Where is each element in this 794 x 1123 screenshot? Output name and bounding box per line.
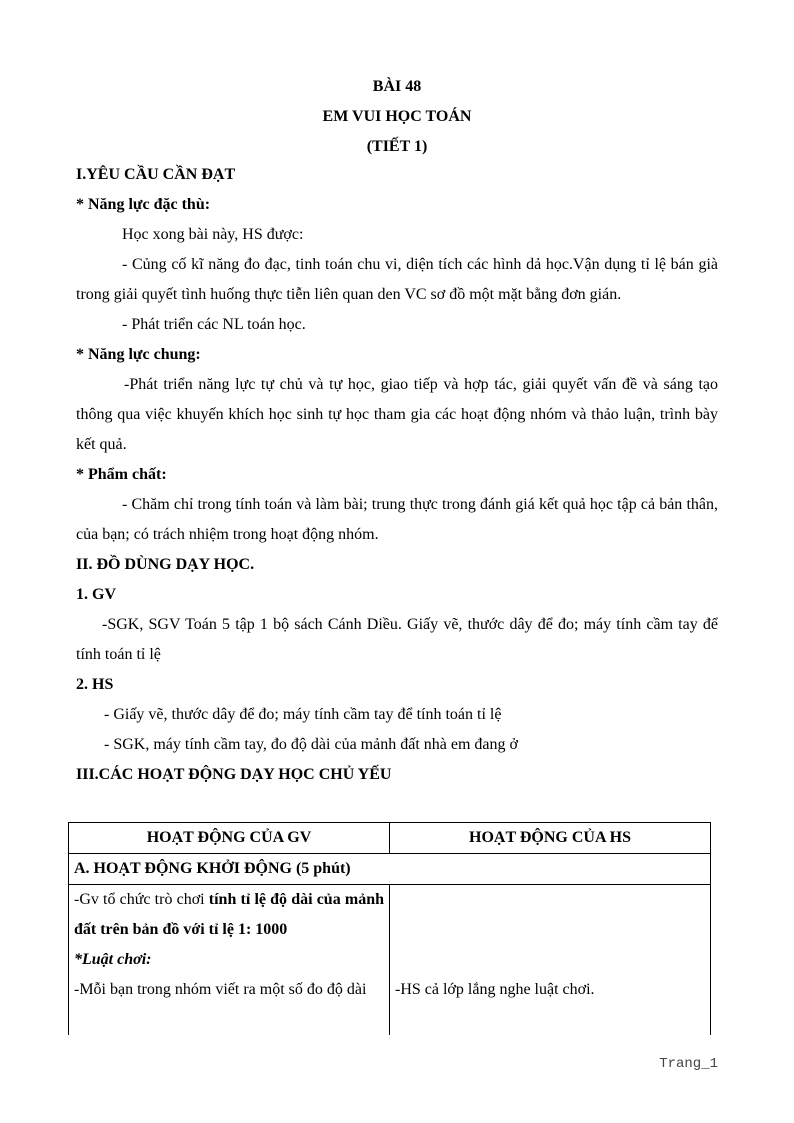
specific-intro: Học xong bài này, HS được:: [122, 226, 304, 243]
lesson-period: (TIẾT 1): [366, 138, 428, 155]
section-heading-materials: II. ĐỒ DÙNG DẠY HỌC.: [76, 556, 255, 573]
document-body: [76, 160, 718, 790]
quality-heading: * Phẩm chất:: [76, 466, 167, 483]
activities-table: [68, 822, 711, 1035]
general-competence-heading: * Năng lực chung:: [76, 346, 201, 363]
section-heading-requirements: I.YÊU CẦU CẦN ĐẠT: [76, 166, 236, 183]
student-materials-heading: 2. HS: [76, 676, 114, 693]
specific-item-2: - Phát triển các NL toán học.: [122, 316, 306, 333]
student-activity-cell: [390, 885, 711, 1036]
student-activity-listen: -HS cả lớp lắng nghe luật chơi.: [395, 981, 595, 998]
teacher-materials-heading: 1. GV: [76, 586, 116, 603]
column-header-student: HOẠT ĐỘNG CỦA HS: [390, 823, 711, 854]
teacher-activity-cell: [69, 885, 390, 1036]
student-materials-item-1: - Giấy vẽ, thước dây để đo; máy tính cầm tay để tính toán tỉ lệ: [104, 706, 502, 723]
table-header-row: [69, 823, 711, 854]
lesson-title: EM VUI HỌC TOÁN: [322, 108, 472, 125]
student-materials-item-2: - SGK, máy tính cầm tay, đo độ dài của mảnh đất nhà em đang ở: [104, 736, 518, 753]
game-rule-1: -Mỗi bạn trong nhóm viết ra một số đo độ dài: [74, 981, 367, 998]
table-row: [69, 885, 711, 1036]
table-row: [69, 854, 711, 885]
specific-item-1: - Củng cố kĩ năng đo đạc, tinh toán chu vi, diện tích các hình dả học.Vận dụng tỉ lệ bán già trong giải quyết tình huống thực tiễn liên quan den VC sơ đồ một mặt bằng đơn gián.: [76, 256, 718, 303]
lesson-header: [0, 72, 794, 162]
teacher-materials-text: -SGK, SGV Toán 5 tập 1 bộ sách Cánh Diều. Giấy vẽ, thước dây để đo; máy tính cầm tay để tính toán tỉ lệ: [76, 616, 718, 663]
game-rules-label: *Luật chơi:: [74, 951, 152, 968]
teacher-activity-intro: -Gv tổ chức trò chơi: [74, 891, 209, 908]
page-number: Trang_1: [659, 1056, 718, 1072]
lesson-number: BÀI 48: [372, 78, 422, 95]
game-name: tính tỉ lệ độ dài của mảnh đất trên bản đồ với tỉ lệ 1: 1000: [74, 891, 384, 938]
specific-competence-heading: * Năng lực đặc thù:: [76, 196, 211, 213]
general-competence-text: -Phát triển năng lực tự chủ và tự học, giao tiếp và hợp tác, giải quyết vấn đề và sáng tạo thông qua việc khuyến khích học sinh tự học tham gia các hoạt động nhóm và thảo luận, trình bày kết quả.: [76, 376, 718, 453]
column-header-teacher: HOẠT ĐỘNG CỦA GV: [69, 823, 390, 854]
section-heading-activities: III.CÁC HOẠT ĐỘNG DẠY HỌC CHỦ YẾU: [76, 766, 392, 783]
quality-text: - Chăm chỉ trong tính toán và làm bài; trung thực trong đánh giá kết quả học tập cả bản thân, của bạn; có trách nhiệm trong hoạt động nhóm.: [76, 496, 718, 543]
part-a-heading: A. HOẠT ĐỘNG KHỞI ĐỘNG (5 phút): [69, 854, 711, 885]
